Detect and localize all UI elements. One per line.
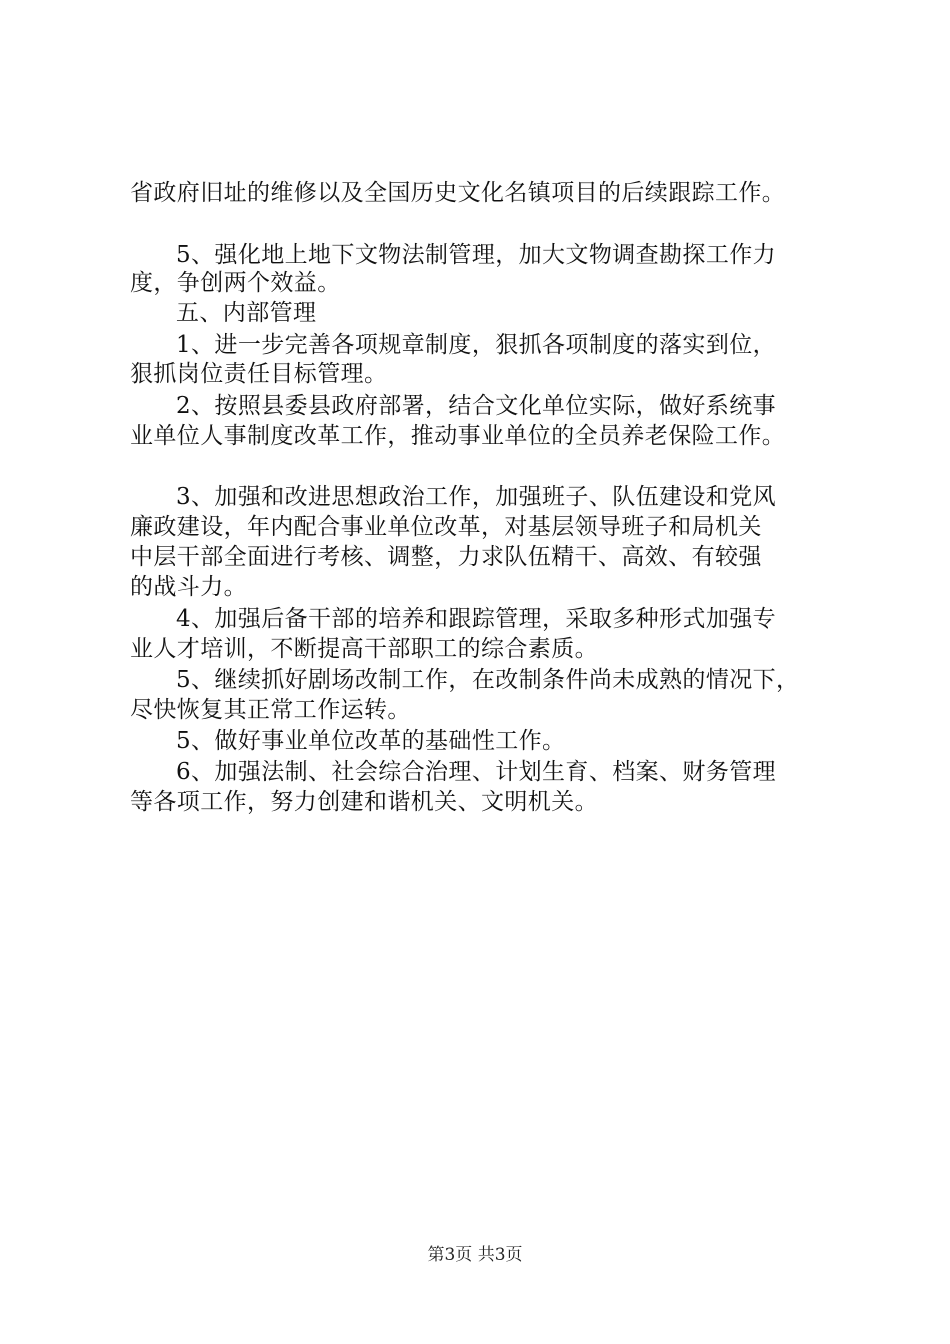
paragraph-line: 3、加强和改进思想政治工作，加强班子、队伍建设和党风 bbox=[176, 484, 777, 510]
paragraph-line: 的战斗力。 bbox=[130, 574, 247, 600]
paragraph-line: 中层干部全面进行考核、调整，力求队伍精干、高效、有较强 bbox=[130, 544, 762, 570]
paragraph-line: 狠抓岗位责任目标管理。 bbox=[130, 361, 388, 387]
section-heading: 五、内部管理 bbox=[176, 300, 317, 326]
paragraph-line: 省政府旧址的维修以及全国历史文化名镇项目的后续跟踪工作。 bbox=[130, 180, 786, 206]
paragraph-line: 业单位人事制度改革工作，推动事业单位的全员养老保险工作。 bbox=[130, 423, 786, 449]
paragraph-line: 6、加强法制、社会综合治理、计划生育、档案、财务管理 bbox=[176, 759, 777, 785]
paragraph-line: 业人才培训，不断提高干部职工的综合素质。 bbox=[130, 636, 598, 662]
page-number-footer: 第3页 共3页 bbox=[427, 1245, 523, 1265]
paragraph-line: 尽快恢复其正常工作运转。 bbox=[130, 697, 411, 723]
paragraph-line: 2、按照县委县政府部署，结合文化单位实际，做好系统事 bbox=[176, 393, 777, 419]
paragraph-line: 4、加强后备干部的培养和跟踪管理，采取多种形式加强专 bbox=[176, 606, 777, 632]
paragraph-line: 1、进一步完善各项规章制度，狠抓各项制度的落实到位， bbox=[176, 332, 777, 358]
paragraph-line: 5、做好事业单位改革的基础性工作。 bbox=[176, 728, 566, 754]
paragraph-line: 廉政建设，年内配合事业单位改革，对基层领导班子和局机关 bbox=[130, 514, 762, 540]
paragraph-line: 度，争创两个效益。 bbox=[130, 270, 341, 296]
paragraph-line: 5、强化地上地下文物法制管理，加大文物调查勘探工作力 bbox=[176, 242, 777, 268]
paragraph-line: 5、继续抓好剧场改制工作，在改制条件尚未成熟的情况下， bbox=[176, 667, 800, 693]
paragraph-line: 等各项工作，努力创建和谐机关、文明机关。 bbox=[130, 789, 598, 815]
